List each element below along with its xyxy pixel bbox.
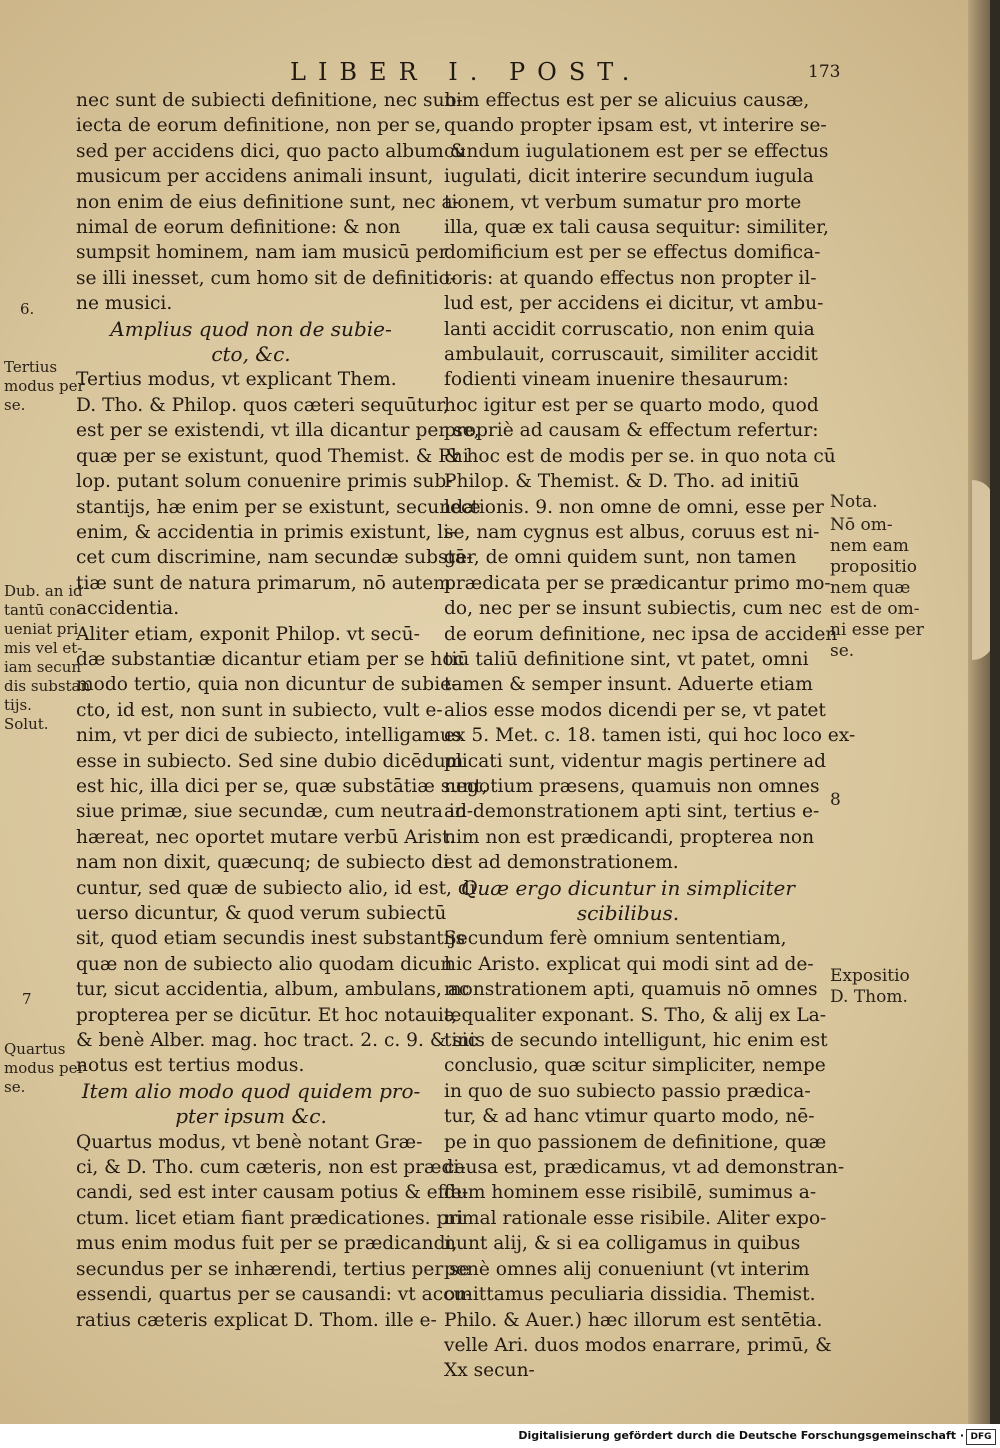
text-line: monstrationem apti, quamuis nō omnes	[444, 979, 818, 1001]
text-line: ex 5. Met. c. 18. tamen isti, qui hoc loco ex-	[444, 725, 856, 747]
text-line: domificium est per se effectus domifica-	[444, 242, 821, 264]
margin-number-8: 8	[830, 790, 841, 810]
text-line: nunt alij, & si ea colligamus in quibus	[444, 1233, 801, 1255]
text-line: nimal rationale esse risibile. Aliter expo-	[444, 1207, 827, 1229]
text-line: hic Aristo. explicat qui modi sint ad de-	[444, 953, 814, 975]
text-line: tinis de secundo intelligunt, hic enim est	[444, 1030, 828, 1052]
text-line: prædicata per se prædicantur primo mo-	[444, 572, 831, 594]
margin-note-nota: Nota.	[830, 492, 878, 512]
text-line: hæreat, nec oportet mutare verbū Arist.	[76, 826, 456, 848]
text-line: sed per accidens dici, quo pacto album &	[76, 140, 467, 162]
text-line: de eorum definitione, nec ipsa de acciden	[444, 623, 838, 645]
text-line: toris: at quando effectus non propter il-	[444, 267, 817, 289]
text-line: cet cum discrimine, nam secundæ substā-	[76, 547, 473, 569]
text-line: penè omnes alij conueniunt (vt interim	[444, 1258, 810, 1280]
text-line: lop. putant solum conuenire primis sub-	[76, 471, 453, 493]
text-line: Philo. & Auer.) hæc illorum est sentētia.	[444, 1309, 823, 1331]
text-line: enim, & accidentia in primis existunt, li-	[76, 521, 456, 543]
text-line: est per se existendi, vt illa dicantur per se,	[76, 420, 480, 442]
text-line: cundum iugulationem est per se effectus	[444, 140, 829, 162]
text-line: Amplius quod non de subie-	[110, 316, 392, 341]
margin-number-6: 6.	[20, 300, 35, 318]
text-line: iugulati, dicit interire secundum iugula	[444, 166, 814, 188]
text-line: quando propter ipsam est, vt interire se-	[444, 115, 827, 137]
text-line: ci, & D. Tho. cum cæteris, non est prædi-	[76, 1157, 466, 1179]
note-line: se.	[4, 1078, 26, 1096]
text-line: dæ substantiæ dicantur etiam per se hoc	[76, 648, 464, 670]
text-line: esse in subiecto. Sed sine dubio dicēdum	[76, 750, 464, 772]
text-line: pe in quo passionem de definitione, quæ	[444, 1131, 827, 1153]
text-line: ctum. licet etiam fiant prædicationes. pri	[76, 1207, 464, 1229]
note-line: Expositio	[830, 966, 910, 986]
text-line: non enim de eius definitione sunt, nec a-	[76, 191, 459, 213]
text-line: accidentia.	[76, 598, 180, 620]
text-line: est hic, illa dici per se, quæ substātiæ sunt,	[76, 775, 488, 797]
text-line: tiū taliū definitione sint, vt patet, omni	[444, 648, 809, 670]
note-line: ni esse per	[830, 620, 924, 640]
text-line: dum hominem esse risibilē, sumimus a-	[444, 1182, 817, 1204]
text-line: essendi, quartus per se causandi: vt accu-	[76, 1284, 472, 1306]
text-line: iecta de eorum definitione, non per se,	[76, 115, 442, 137]
note-line: modus per	[4, 377, 85, 395]
text-line: nim, vt per dici de subiecto, intelligamus	[76, 725, 462, 747]
text-line: æqualiter exponant. S. Tho, & alij ex La-	[444, 1004, 827, 1026]
text-line: quæ non de subiecto alio quodam dicun	[76, 953, 453, 975]
text-line: notus est tertius modus.	[76, 1055, 305, 1077]
digitization-footer	[0, 1424, 1000, 1448]
note-line: D. Thom.	[830, 987, 908, 1007]
text-line: musicum per accidens animali insunt,	[76, 166, 434, 188]
note-line: Tertius	[4, 358, 58, 376]
text-line: conclusio, quæ scitur simpliciter, nempe	[444, 1055, 826, 1077]
note-line: nem quæ	[830, 578, 911, 598]
note-line: Solut.	[4, 715, 49, 733]
page-edge	[968, 0, 990, 1424]
text-line: candi, sed est inter causam potius & effe-	[76, 1182, 469, 1204]
note-line: ueniat pri	[4, 620, 79, 638]
right-column	[444, 88, 856, 1384]
text-line: Philop. & Themist. & D. Tho. ad initiū	[444, 471, 800, 493]
margin-note-dubium	[4, 582, 90, 734]
note-line: Nō om-	[830, 515, 893, 535]
text-line: & benè Alber. mag. hoc tract. 2. c. 9. & sic	[76, 1030, 479, 1052]
margin-note-non-omne	[830, 515, 924, 662]
text-line: & hoc est de modis per se. in quo nota cū	[444, 445, 836, 467]
text-line: mus enim modus fuit per se prædicandi,	[76, 1233, 458, 1255]
text-line: hoc igitur est per se quarto modo, quod	[444, 394, 819, 416]
text-line: causa est, prædicamus, vt ad demonstran-	[444, 1157, 845, 1179]
note-line: modus per	[4, 1059, 85, 1077]
text-line: Tertius modus, vt explicant Them.	[76, 369, 397, 391]
note-line: iam secun	[4, 658, 82, 676]
text-line: ger, de omni quidem sunt, non tamen	[444, 547, 797, 569]
text-line: omittamus peculiaria dissidia. Themist.	[444, 1284, 816, 1306]
text-line: tiæ sunt de natura primarum, nō autem	[76, 572, 451, 594]
margin-note-expositio	[830, 966, 910, 1008]
note-line: est de om-	[830, 599, 920, 619]
text-line: lud est, per accidens ei dicitur, vt ambu-	[444, 293, 824, 315]
text-line: ratius cæteris explicat D. Thom. ille e-	[76, 1309, 437, 1331]
text-line: Quartus modus, vt benè notant Græ-	[76, 1131, 423, 1153]
page-tab	[972, 480, 990, 660]
text-line: negotium præsens, quamuis non omnes	[444, 775, 820, 797]
left-column	[76, 88, 488, 1333]
text-line: sit, quod etiam secundis inest substantijs	[76, 928, 465, 950]
text-line: stantijs, hæ enim per se existunt, secundæ	[76, 496, 481, 518]
note-line: Dub. an id	[4, 582, 83, 600]
text-line: Secundum ferè omnium sententiam,	[444, 928, 787, 950]
text-line: est ad demonstrationem.	[444, 852, 679, 874]
text-line: illa, quæ ex tali causa sequitur: similiter,	[444, 217, 829, 239]
note-line: tantū con-	[4, 601, 82, 619]
margin-note-tertius	[4, 358, 85, 415]
text-line: pter ipsum &c.	[175, 1104, 327, 1129]
text-line: nam non dixit, quæcunq; de subiecto di-	[76, 852, 456, 874]
text-line: nim non est prædicandi, propterea non	[444, 826, 815, 848]
text-line: alios esse modos dicendi per se, vt patet	[444, 699, 826, 721]
text-line: siue primæ, siue secundæ, cum neutra in-	[76, 801, 473, 823]
note-line: mis vel et-	[4, 639, 83, 657]
text-line: velle Ari. duos modos enarrare, primū, &	[444, 1334, 832, 1356]
text-line: scibilibus.	[576, 901, 680, 925]
text-line: tamen & semper insunt. Aduerte etiam	[444, 674, 813, 696]
text-line: lectionis. 9. non omne de omni, esse per	[444, 496, 824, 518]
margin-note-quartus	[4, 1040, 85, 1097]
page-number: 173	[808, 62, 841, 82]
text-line: Item alio modo quod quidem pro-	[81, 1078, 421, 1103]
text-line: cto, id est, non sunt in subiecto, vult e-	[76, 699, 443, 721]
text-line: quæ per se existunt, quod Themist. & Phi	[76, 445, 469, 467]
running-head: LIBER I. POST.	[290, 58, 642, 86]
note-line: dis substan	[4, 677, 91, 695]
text-line: modo tertio, quia non dicuntur de subie-	[76, 674, 458, 696]
text-line: lanti accidit corruscatio, non enim quia	[444, 318, 815, 340]
text-line: nec sunt de subiecti definitione, nec sub-	[76, 90, 463, 111]
text-line: ne musici.	[76, 293, 173, 315]
text-line: cto, &c.	[211, 342, 291, 367]
text-line: do, nec per se insunt subiectis, cum nec	[444, 598, 823, 620]
text-line: se, nam cygnus est albus, coruus est ni-	[444, 521, 820, 543]
text-line: fodienti vineam inuenire thesaurum:	[444, 369, 789, 391]
margin-number-7: 7	[22, 990, 32, 1008]
text-line: Xx secun-	[444, 1360, 535, 1382]
note-line: tijs.	[4, 696, 32, 714]
note-line: propositio	[830, 557, 918, 577]
dfg-logo-icon: DFG	[966, 1429, 996, 1445]
text-line: tionem, vt verbum sumatur pro morte	[444, 191, 802, 213]
footer-credit: Digitalisierung gefördert durch die Deutsche Forschungsgemeinschaft ·	[518, 1429, 964, 1442]
text-line: ambulauit, corruscauit, similiter accidit	[444, 344, 818, 366]
text-line: in quo de suo subiecto passio prædica-	[444, 1080, 811, 1102]
text-line: propriè ad causam & effectum refertur:	[444, 420, 819, 442]
note-line: Quartus	[4, 1040, 66, 1058]
text-line: Quæ ergo dicuntur in simpliciter	[461, 875, 795, 900]
text-line: cuntur, sed quæ de subiecto alio, id est, di	[76, 877, 476, 899]
note-line: nem eam	[830, 536, 909, 556]
text-line: nim effectus est per se alicuius causæ,	[444, 90, 810, 111]
text-line: tur, & ad hanc vtimur quarto modo, nē-	[444, 1106, 815, 1128]
text-line: sumpsit hominem, nam iam musicū per	[76, 242, 448, 264]
text-line: plicati sunt, videntur magis pertinere ad	[444, 750, 826, 772]
text-line: D. Tho. & Philop. quos cæteri sequūtur,	[76, 394, 450, 416]
text-line: secundus per se inhærendi, tertius per se	[76, 1258, 470, 1280]
text-line: nimal de eorum definitione: & non	[76, 217, 401, 239]
note-line: se.	[4, 396, 26, 414]
note-line: se.	[830, 641, 855, 661]
text-line: ad demonstrationem apti sint, tertius e-	[444, 801, 820, 823]
text-line: uerso dicuntur, & quod verum subiectū	[76, 903, 447, 924]
text-line: se illi inesset, cum homo sit de definitio-	[76, 267, 457, 289]
text-line: propterea per se dicūtur. Et hoc notauit,	[76, 1004, 458, 1026]
text-line: Aliter etiam, exponit Philop. vt secū-	[76, 623, 420, 645]
text-line: tur, sicut accidentia, album, ambulans, ac	[76, 979, 470, 1001]
